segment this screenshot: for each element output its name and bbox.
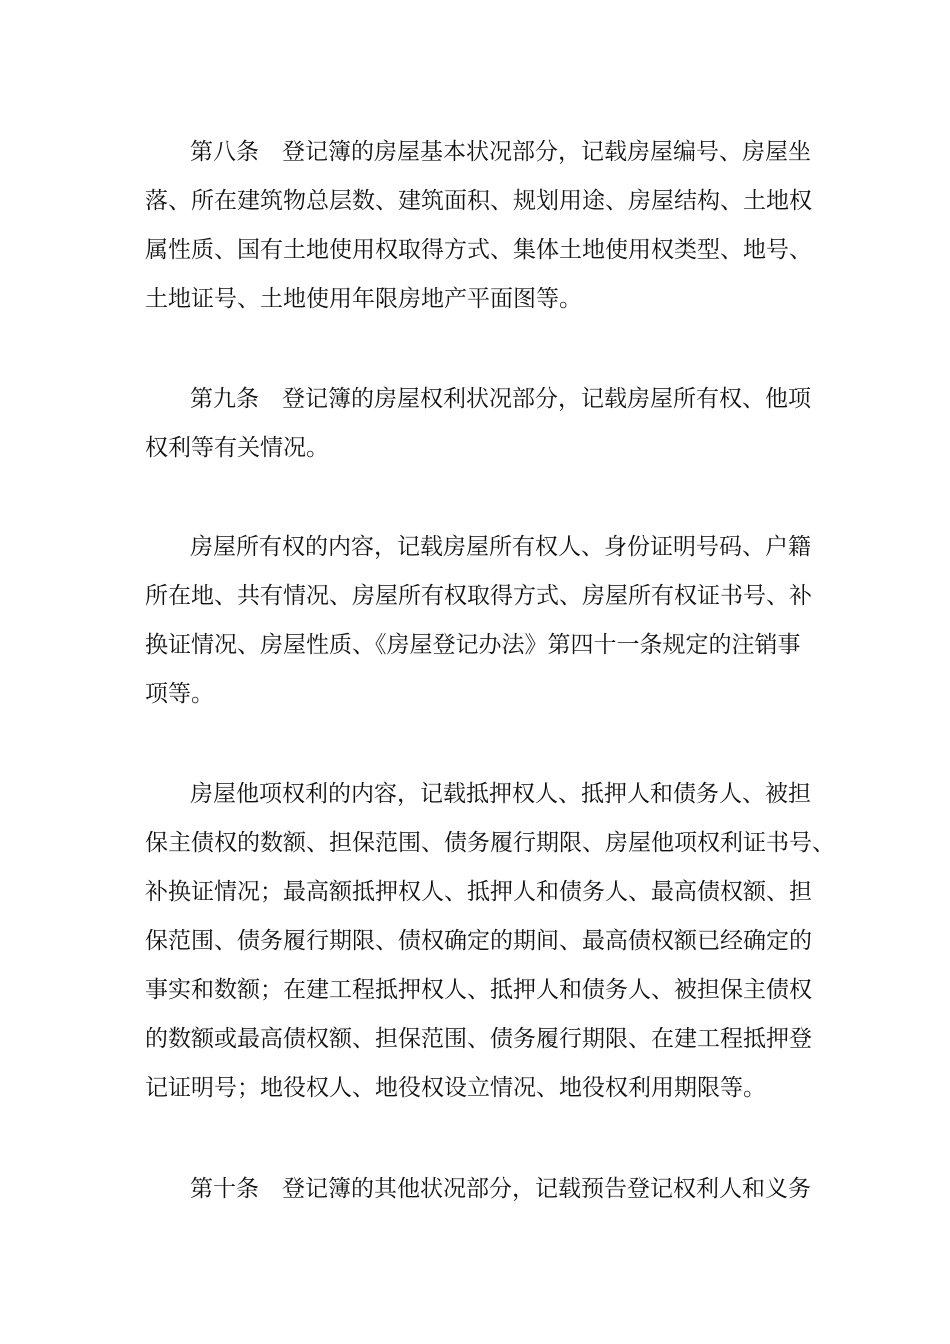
article-8-line-2: 落、所在建筑物总层数、建筑面积、规划用途、房屋结构、土地权 [145, 188, 812, 214]
other-rights-line-3: 补换证情况；最高额抵押权人、抵押人和债务人、最高债权额、担 [145, 879, 812, 905]
ownership-line-1: 房屋所有权的内容，记载房屋所有权人、身份证明号码、户籍 [190, 534, 811, 560]
article-8-line-4: 土地证号、土地使用年限房地产平面图等。 [145, 286, 582, 312]
other-rights-line-6: 的数额或最高债权额、担保范围、债务履行期限、在建工程抵押登 [145, 1026, 812, 1052]
article-9-line-1: 第九条 登记簿的房屋权利状况部分，记载房屋所有权、他项 [190, 386, 811, 412]
other-rights-line-7: 记证明号；地役权人、地役权设立情况、地役权利用期限等。 [145, 1075, 766, 1101]
other-rights-line-4: 保范围、债务履行期限、债权确定的期间、最高债权额已经确定的 [145, 928, 812, 954]
other-rights-line-2: 保主债权的数额、担保范围、债务履行期限、房屋他项权利证书号、 [145, 830, 835, 856]
ownership-line-4: 项等。 [145, 681, 214, 707]
article-9-line-2: 权利等有关情况。 [145, 435, 329, 461]
ownership-line-2: 所在地、共有情况、房屋所有权取得方式、房屋所有权证书号、补 [145, 583, 812, 609]
ownership-line-3: 换证情况、房屋性质、《房屋登记办法》第四十一条规定的注销事 [145, 632, 801, 658]
other-rights-line-1: 房屋他项权利的内容，记载抵押权人、抵押人和债务人、被担 [190, 781, 811, 807]
other-rights-line-5: 事实和数额；在建工程抵押权人、抵押人和债务人、被担保主债权 [145, 977, 812, 1003]
article-8-line-3: 属性质、国有土地使用权取得方式、集体土地使用权类型、地号、 [145, 237, 812, 263]
article-8-line-1: 第八条 登记簿的房屋基本状况部分，记载房屋编号、房屋坐 [190, 139, 811, 165]
article-10-line-1: 第十条 登记簿的其他状况部分，记载预告登记权利人和义务 [190, 1176, 811, 1202]
